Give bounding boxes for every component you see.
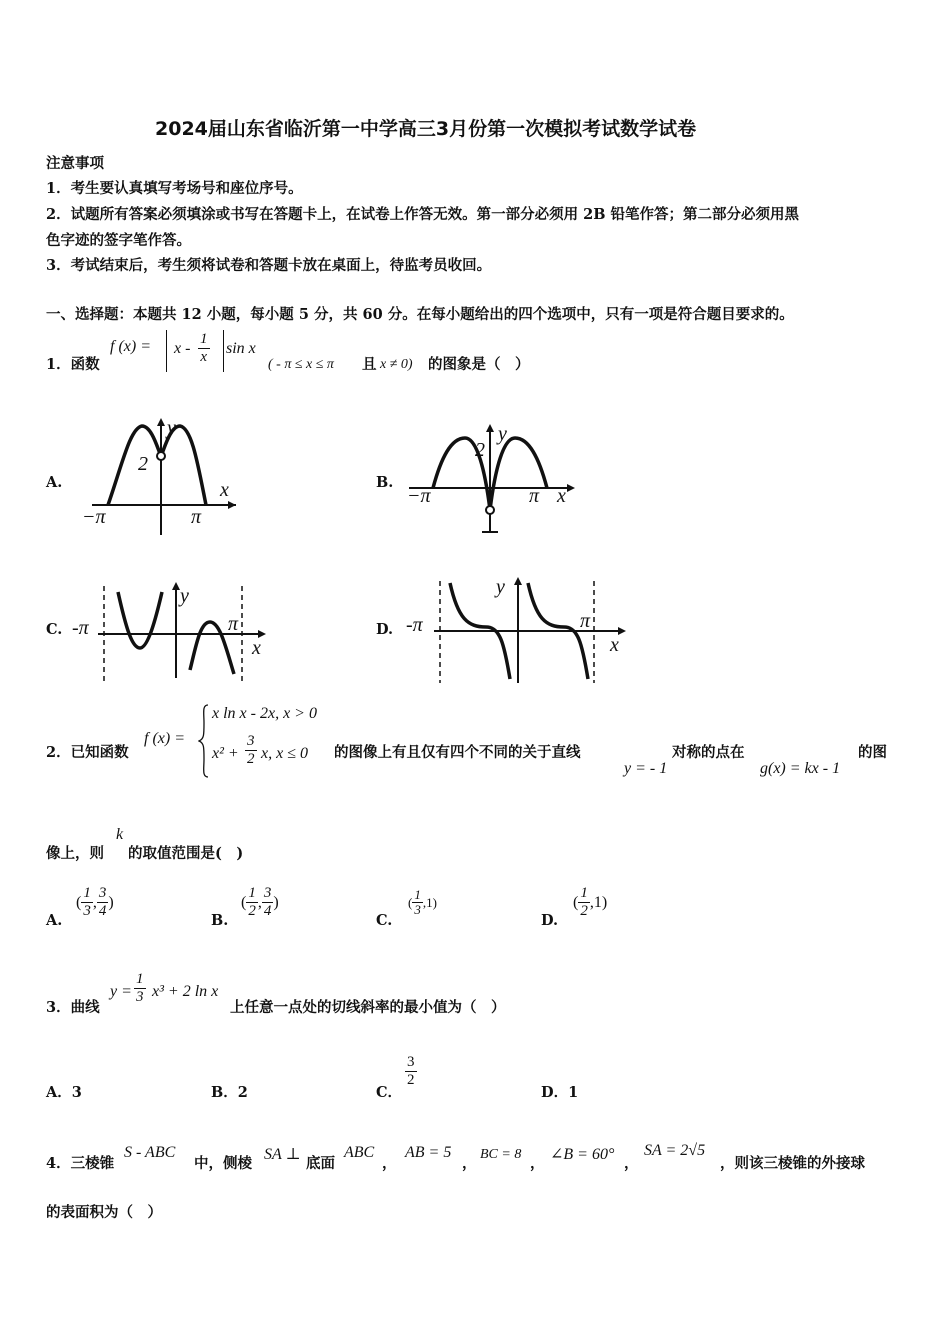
graph-a-x-arrow	[228, 501, 236, 509]
graph-d-label-y: y	[496, 576, 505, 598]
graph-c-label-neg-pi: -π	[72, 617, 89, 639]
q4-sa-value: SA = 2√5	[644, 1142, 706, 1159]
q2-b-rparen: )	[273, 894, 279, 911]
q2-option-b-label: B.	[211, 912, 229, 929]
q2-a-frac-2	[97, 885, 109, 920]
graph-d-x-arrow	[618, 627, 626, 635]
q2-a-rparen: )	[108, 894, 114, 911]
q1-graph-d	[404, 573, 634, 685]
notice-item-2: 2．试题所有答案必须填涂或书写在答题卡上，在试卷上作答无效。第一部分必须用 2B 铅笔作答；第二部分必须用黑	[46, 206, 800, 223]
q4-bc: BC = 8	[480, 1147, 522, 1162]
section-heading: 一、选择题：本题共 12 小题，每小题 5 分，共 60 分。在每小题给出的四个选项中，只有一项是符合题目要求的。	[46, 306, 794, 323]
q1-frac-num: 1	[200, 331, 208, 347]
page-title: 2024届山东省临沂第一中学高三3月份第一次模拟考试数学试卷	[155, 118, 697, 140]
q3-c-den: 2	[407, 1072, 415, 1088]
q3-option-b: B．2	[211, 1084, 248, 1101]
q3-fraction	[134, 971, 146, 1006]
q3-tail: 上任意一点处的切线斜率的最小值为（ ）	[230, 999, 506, 1016]
q2-line-2-a: 像上，则	[46, 845, 104, 862]
graph-b-label-2: 2	[475, 439, 485, 461]
q1-sin: sin x	[226, 340, 256, 357]
q4-comma-4: ，	[624, 1155, 639, 1172]
q2-option-c-label: C.	[376, 912, 393, 929]
q2-d-n1: 1	[580, 885, 588, 901]
graph-c-left-branch	[118, 592, 162, 648]
q2-tail: 的图	[858, 744, 887, 761]
q2-option-a-label: A.	[46, 912, 63, 929]
q1-option-a: A.	[46, 474, 63, 491]
q3-number: 3．曲线	[46, 999, 100, 1016]
q2-option-b-value: ( $\frac{1}{2}$ , $\frac{3}{4}$ )	[241, 885, 279, 919]
graph-b-label-neg-pi: −π	[407, 485, 431, 507]
q2-a-n1: 1	[83, 885, 91, 901]
q2-case-2-frac-num: 3	[247, 733, 255, 749]
q3-frac-den: 3	[136, 989, 144, 1005]
q4-number: 4．三棱锥	[46, 1155, 115, 1172]
q2-c-n1: 1	[414, 887, 421, 902]
q2-case-2-frac-den: 2	[247, 751, 255, 767]
q3-expression: x³ + 2 ln x	[152, 983, 219, 1000]
q1-domain-a: ( - π ≤ x ≤ π	[268, 357, 334, 372]
q2-case-2-a: x² +	[212, 745, 239, 762]
q4-ab: AB = 5	[405, 1144, 452, 1161]
q4-comma-3: ，	[530, 1155, 545, 1172]
q4-abc: ABC	[344, 1144, 375, 1161]
q2-a-lparen: (	[76, 894, 82, 911]
q1-graph-b	[405, 420, 585, 540]
q2-brace	[198, 703, 210, 779]
q2-c-tail: ,1)	[422, 895, 437, 910]
q1-option-c: C.	[46, 621, 63, 638]
q4-text-2: 底面	[306, 1155, 335, 1172]
graph-b-x-arrow	[567, 484, 575, 492]
q1-frac-den: x	[200, 349, 208, 365]
graph-a-label-y: y	[167, 417, 176, 439]
graph-a-curve	[108, 426, 206, 505]
graph-c-label-x: x	[252, 637, 261, 659]
q1-option-b: B.	[376, 474, 394, 491]
q1-abs-lead: x -	[174, 340, 191, 357]
q2-b-n2: 3	[263, 885, 272, 901]
q4-text-1: 中，侧棱	[194, 1155, 252, 1172]
q2-c-frac	[412, 888, 423, 917]
q2-c-lparen: (	[408, 895, 413, 910]
graph-a-label-2: 2	[138, 453, 148, 475]
q2-d-frac	[578, 885, 590, 920]
q1-domain-and: 且	[362, 356, 377, 373]
q2-case-2-b: x, x ≤ 0	[261, 745, 308, 762]
q2-line: y = - 1	[624, 760, 668, 777]
graph-d-label-pi: π	[580, 610, 591, 632]
q2-a-d2: 4	[98, 903, 107, 919]
q2-option-c-value	[408, 888, 437, 917]
graph-a-y-arrow	[157, 418, 165, 426]
q4-angle: ∠B = 60°	[550, 1146, 615, 1163]
q3-y: y =	[110, 983, 132, 1000]
notice-heading: 注意事项	[46, 155, 104, 172]
graph-b-hole	[486, 506, 494, 514]
q4-comma-2: ，	[462, 1155, 477, 1172]
q2-option-a-value: ( $\frac{1}{3}$ , $\frac{3}{4}$ )	[76, 885, 114, 919]
q4-text-3: ，则该三棱锥的外接球	[720, 1155, 865, 1172]
graph-c-label-y: y	[180, 585, 189, 607]
q3-option-c: C．	[376, 1084, 403, 1101]
q2-d-d1: 2	[580, 903, 588, 919]
graph-a-label-neg-pi: −π	[82, 506, 106, 528]
graph-c-y-arrow	[172, 582, 180, 590]
q2-mid-2: 对称的点在	[672, 744, 745, 761]
q1-number: 1．函数	[46, 356, 100, 373]
q2-b-d2: 4	[263, 903, 272, 919]
q1-graph-a	[78, 410, 243, 540]
q1-graph-c	[72, 578, 272, 686]
graph-d-label-neg-pi: -π	[406, 614, 423, 636]
q1-fraction	[198, 331, 210, 366]
q3-frac-num: 1	[136, 971, 144, 987]
graph-c-label-pi: π	[228, 613, 239, 635]
q4-comma-1: ，	[382, 1155, 397, 1172]
q1-function-name: f (x) =	[110, 338, 151, 355]
graph-a-label-pi: π	[191, 506, 202, 528]
notice-item-3: 3．考试结束后，考生须将试卷和答题卡放在桌面上，待监考员收回。	[46, 257, 492, 274]
q2-b-d1: 2	[248, 903, 256, 919]
q2-g-function: g(x) = kx - 1	[760, 760, 841, 777]
q3-c-num: 3	[407, 1054, 415, 1070]
q2-a-n2: 3	[98, 885, 107, 901]
q2-a-frac-1	[81, 885, 93, 920]
graph-a-label-x: x	[220, 479, 229, 501]
q2-option-d-value	[573, 885, 607, 920]
q3-option-a: A．3	[46, 1084, 82, 1101]
q2-mid-1: 的图像上有且仅有四个不同的关于直线	[334, 744, 581, 761]
q2-k: k	[116, 826, 124, 843]
q4-pyramid: S - ABC	[124, 1144, 176, 1161]
q2-b-frac-2	[262, 885, 274, 920]
q2-c-d1: 3	[414, 902, 421, 917]
graph-b-label-y: y	[498, 423, 507, 445]
q1-domain-b: x ≠ 0)	[380, 357, 413, 372]
q2-case-2-fraction	[245, 733, 257, 768]
q2-number: 2．已知函数	[46, 744, 129, 761]
q4-line-2: 的表面积为（ ）	[46, 1204, 162, 1221]
graph-d-y-arrow	[514, 577, 522, 585]
q2-d-tail: ,1)	[589, 894, 608, 911]
q1-tail: 的图象是（ ）	[428, 356, 530, 373]
graph-b-y-arrow	[486, 424, 494, 432]
q2-b-n1: 1	[248, 885, 256, 901]
q2-case-1: x ln x - 2x, x > 0	[212, 705, 317, 722]
graph-b-label-pi: π	[529, 485, 540, 507]
q3-option-c-fraction	[405, 1054, 417, 1089]
q3-option-d: D．1	[541, 1084, 579, 1101]
graph-d-label-x: x	[610, 634, 619, 656]
q2-d-lparen: (	[573, 894, 579, 911]
graph-b-label-x: x	[557, 485, 566, 507]
q2-b-lparen: (	[241, 894, 247, 911]
notice-item-1: 1．考生要认真填写考场号和座位序号。	[46, 180, 303, 197]
graph-a-hole	[157, 452, 165, 460]
q4-sa-perp: SA ⊥	[264, 1146, 301, 1163]
q2-function-name: f (x) =	[144, 730, 185, 747]
q1-option-d: D.	[376, 621, 394, 638]
q2-b-frac-1	[246, 885, 258, 920]
q2-option-d-label: D.	[541, 912, 559, 929]
notice-item-2-cont: 色字迹的签字笔作答。	[46, 232, 191, 249]
q2-line-2-b: 的取值范围是( )	[128, 845, 244, 862]
q2-a-d1: 3	[83, 903, 91, 919]
